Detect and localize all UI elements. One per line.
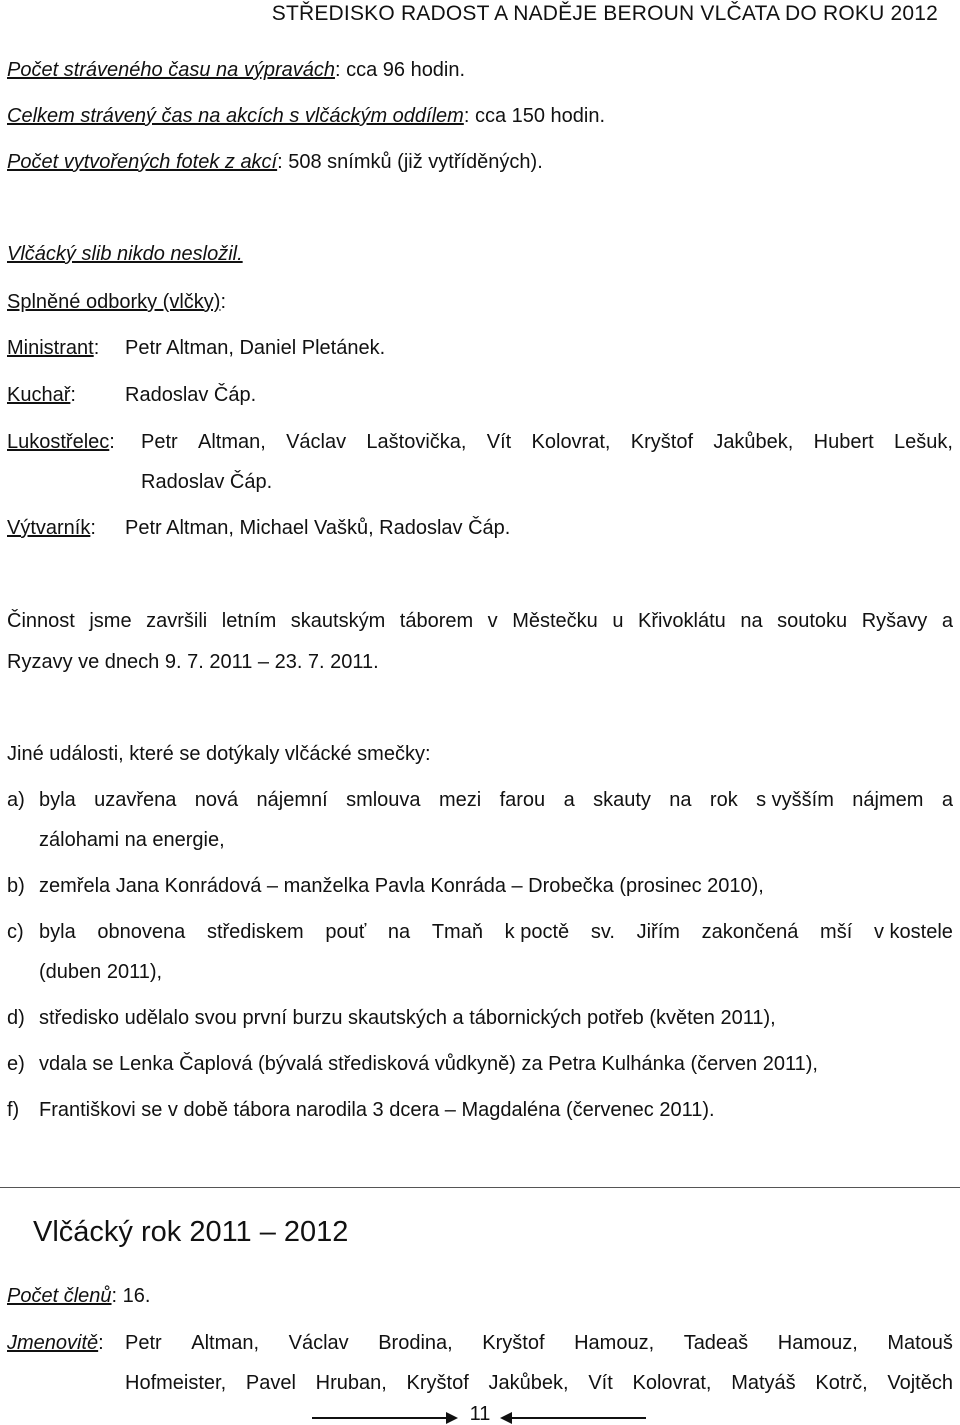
word: střediskem: [206, 921, 304, 943]
item-text: zemřela Jana Konrádová – manželka Pavla Konráda – Drobečka (prosinec 2010),: [39, 875, 764, 897]
word: s vyšším: [756, 789, 834, 811]
word: letním: [221, 610, 277, 632]
header-title: STŘEDISKO RADOST A NADĚJE BEROUN VLČATA DO ROKU 2012: [271, 2, 938, 25]
item-text-cont: (duben 2011),: [39, 961, 163, 983]
word: a: [941, 610, 953, 632]
promise-text: Vlčácký slib nikdo nesložil.: [7, 243, 243, 265]
word: Petr: [125, 1332, 162, 1354]
badge-names: Petr Altman, Daniel Pletánek.: [125, 337, 386, 359]
item-label: a): [7, 789, 25, 811]
word: Matouš: [887, 1332, 953, 1354]
word: u: [612, 610, 624, 632]
word: Kryštof: [406, 1372, 469, 1394]
word: Křivoklátu: [637, 610, 726, 632]
word: Hofmeister,: [125, 1372, 227, 1394]
camp-text: Ryzavy ve dnech 9. 7. 2011 – 23. 7. 2011.: [7, 651, 379, 673]
item-text: středisko udělalo svou první burzu skautských a tábornických potřeb (květen 2011),: [39, 1007, 776, 1029]
item-label: d): [7, 1007, 25, 1029]
item-label: e): [7, 1053, 25, 1075]
badge-ministrant: Ministrant: Petr Altman, Daniel Pletánek.: [7, 337, 386, 359]
word: Kryštof: [482, 1332, 545, 1354]
word: Hubert: [813, 431, 874, 453]
stat-label: Počet stráveného času na výpravách: [7, 59, 335, 81]
item-label: f): [7, 1099, 20, 1121]
word: mezi: [438, 789, 482, 811]
word: Kotrč,: [815, 1372, 868, 1394]
word: Vojtěch: [887, 1372, 953, 1394]
stat-label: Počet vytvořených fotek z akcí: [7, 151, 278, 173]
word: na: [387, 921, 411, 943]
badge-names: Radoslav Čáp.: [141, 471, 273, 493]
word: Václav: [286, 431, 347, 453]
stat-value: : cca 96 hodin.: [334, 59, 466, 81]
page-header: [0, 0, 960, 28]
camp-paragraph-line: [7, 609, 953, 633]
word: Vít: [486, 431, 512, 453]
badge-label: Kuchař: [7, 384, 71, 406]
word: v: [487, 610, 498, 632]
item-text: Františkovi se v době tábora narodila 3 dcera – Magdaléna (červenec 2011).: [39, 1099, 715, 1121]
badge-names: [141, 430, 953, 454]
section-divider: [0, 1187, 960, 1188]
stat-value: : cca 150 hodin.: [463, 105, 606, 127]
word: Matyáš: [731, 1372, 796, 1394]
word: završili: [146, 610, 208, 632]
names-line: [125, 1331, 953, 1355]
word: zakončená: [701, 921, 799, 943]
members-count: [7, 1284, 953, 1308]
word: Pavel: [245, 1372, 296, 1394]
word: Vít: [588, 1372, 613, 1394]
word: Altman,: [191, 1332, 260, 1354]
word: Městečku: [512, 610, 598, 632]
word: jsme: [89, 610, 132, 632]
badge-lukostrelec-cont: [141, 470, 953, 494]
word: Kolovrat,: [632, 1372, 712, 1394]
word: byla: [39, 921, 76, 943]
word: pouť: [325, 921, 367, 943]
word: farou: [499, 789, 546, 811]
stat-label: Celkem strávený čas na akcích s vlčáckým oddílem: [7, 105, 464, 127]
word: Hamouz,: [777, 1332, 858, 1354]
promise-note: [7, 242, 953, 266]
item-text: vdala se Lenka Čaplová (bývalá středisková vůdkyně) za Petra Kulhánka (červen 2011),: [39, 1053, 818, 1075]
word: Kryštof: [630, 431, 694, 453]
word: Altman,: [197, 431, 266, 453]
stat-value: : 508 snímků (již vytříděných).: [277, 151, 543, 173]
members-names: Jmenovitě: Petr Altman, Václav Brodina, Kryštof Hamouz, Tadeaš Hamouz, Matouš: [7, 1332, 953, 1354]
word: nájemní: [256, 789, 328, 811]
word: nájmem: [852, 789, 924, 811]
names-line: [125, 1371, 953, 1395]
word: skauty: [593, 789, 651, 811]
word: rok: [709, 789, 738, 811]
item-label: b): [7, 875, 25, 897]
word: a: [941, 789, 953, 811]
word: k poctě: [504, 921, 570, 943]
stat-photos: [7, 150, 953, 174]
word: uzavřena: [94, 789, 177, 811]
badge-label: Ministrant: [7, 337, 94, 359]
page-number: 11: [469, 1403, 491, 1425]
stat-time-events: [7, 104, 953, 128]
word: mší: [820, 921, 853, 943]
word: Laštovička,: [366, 431, 467, 453]
word: soutoku: [777, 610, 848, 632]
word: Kolovrat,: [531, 431, 611, 453]
word: na: [669, 789, 692, 811]
badge-kuchar: Kuchař: Radoslav Čáp.: [7, 384, 257, 406]
badge-vytvarnik: Výtvarník: Petr Altman, Michael Vašků, Radoslav Čáp.: [7, 517, 511, 539]
word: Hruban,: [315, 1372, 387, 1394]
badge-label: Lukostřelec: [7, 431, 110, 453]
word: Petr: [141, 431, 178, 453]
word: Brodina,: [378, 1332, 453, 1354]
word: Tmaň: [431, 921, 483, 943]
word: Václav: [288, 1332, 349, 1354]
word: Lešuk,: [894, 431, 953, 453]
events-title: [7, 742, 953, 766]
word: Jakůbek,: [488, 1372, 569, 1394]
item-text: [39, 788, 953, 812]
members-value: : 16.: [111, 1285, 151, 1307]
word: skautským: [290, 610, 386, 632]
word: Jakůbek,: [713, 431, 794, 453]
page-footer: [0, 1404, 960, 1424]
item-text: [39, 920, 953, 944]
word: Tadeaš: [683, 1332, 749, 1354]
badges-title-text: Splněné odborky (vlčky): [7, 291, 221, 313]
word: Jiřím: [636, 921, 680, 943]
word: smlouva: [346, 789, 421, 811]
badges-title: Splněné odborky (vlčky):: [7, 291, 226, 313]
word: táborem: [399, 610, 474, 632]
names-label: Jmenovitě: [7, 1332, 99, 1354]
word: Činnost: [7, 610, 75, 632]
members-label: Počet členů: [7, 1285, 112, 1307]
item-label: c): [7, 921, 24, 943]
word: Hamouz,: [574, 1332, 655, 1354]
word: byla: [39, 789, 76, 811]
section-heading: Vlčácký rok 2011 – 2012: [33, 1216, 349, 1248]
word: obnovena: [97, 921, 186, 943]
badge-names: Petr Altman, Michael Vašků, Radoslav Čáp.: [125, 517, 511, 539]
word: v kostele: [873, 921, 953, 943]
word: Ryšavy: [861, 610, 928, 632]
badge-lukostrelec: Lukostřelec: Petr Altman, Václav Laštovička, Vít Kolovrat, Kryštof Jakůbek, Hubert Lešuk,: [7, 431, 953, 453]
badge-label: Výtvarník: [7, 517, 91, 539]
camp-paragraph-line: [7, 650, 953, 674]
word: nová: [194, 789, 239, 811]
events-title-text: Jiné události, které se dotýkaly vlčácké smečky:: [7, 743, 431, 765]
word: sv.: [590, 921, 615, 943]
word: a: [563, 789, 575, 811]
stat-time-trips: [7, 58, 953, 82]
item-text-cont: zálohami na energie,: [39, 829, 225, 851]
badge-names: Radoslav Čáp.: [125, 384, 257, 406]
word: na: [740, 610, 763, 632]
